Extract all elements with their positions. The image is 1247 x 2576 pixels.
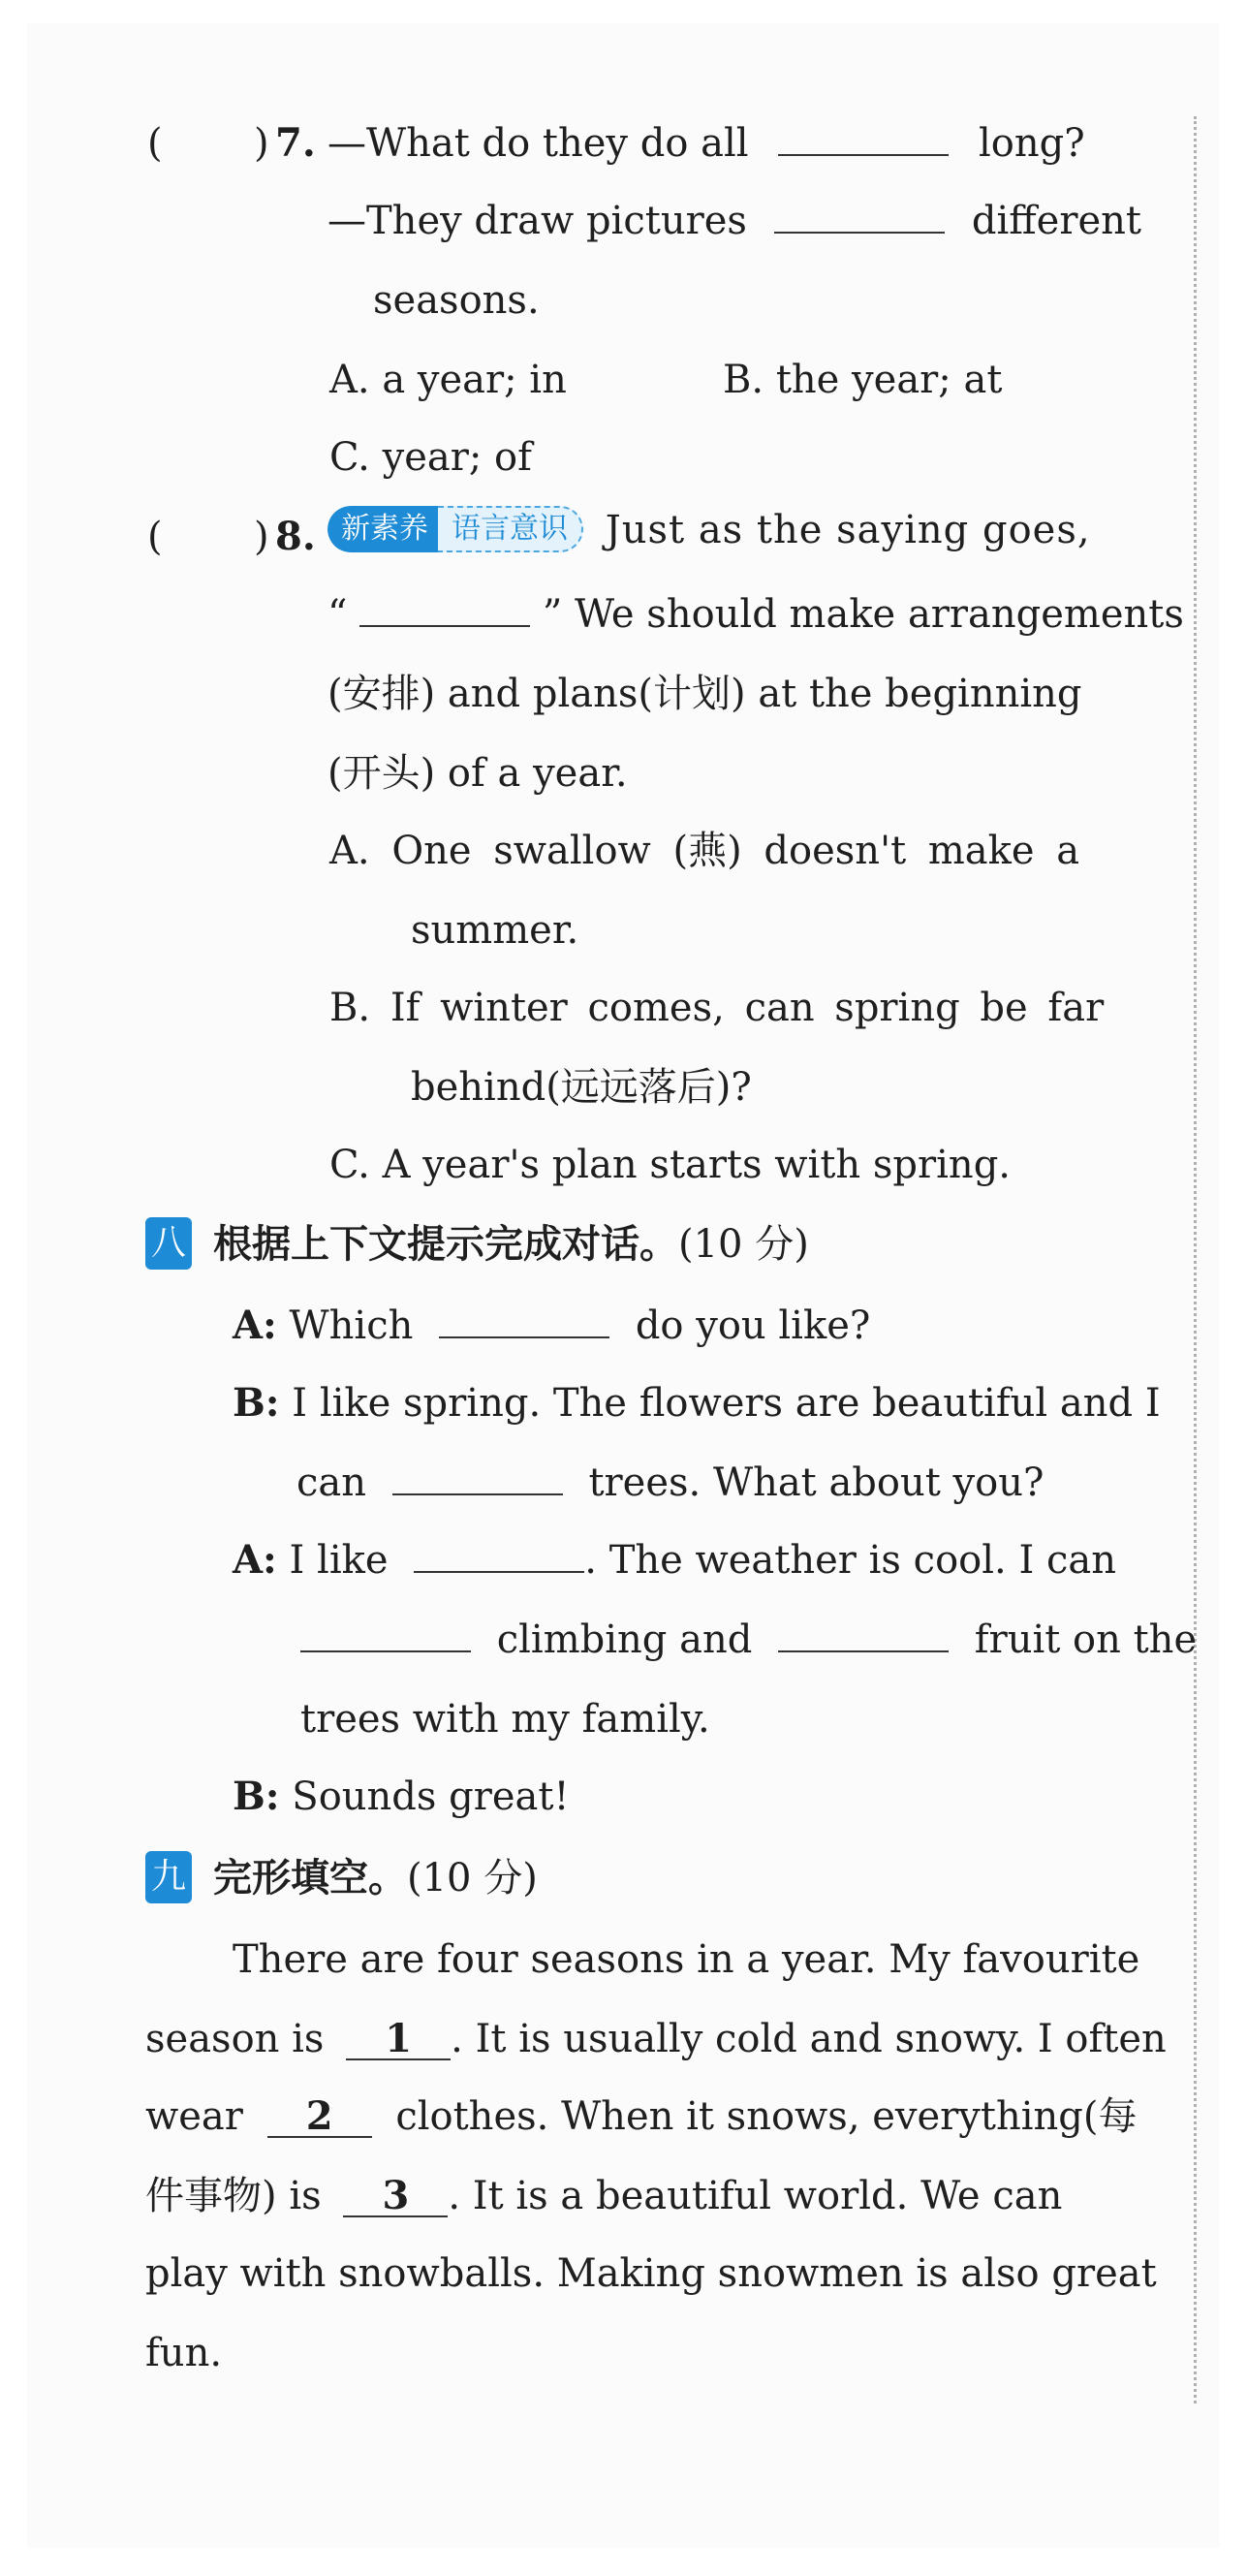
q8-answer-paren-open: (	[147, 515, 163, 559]
dialog-line-b1-cont	[296, 1461, 1044, 1505]
dialog-b1-line1: I like spring. The flowers are beautiful and I	[292, 1381, 1161, 1426]
dialog-blank-3[interactable]	[414, 1570, 584, 1573]
dialog-b1-line2-pre: can	[296, 1461, 367, 1505]
q7-line3: seasons.	[373, 278, 540, 323]
q8-line4: (开头) of a year.	[327, 751, 628, 796]
q8-answer-paren-close: )	[254, 515, 269, 559]
q8-option-b[interactable]: B. If winter comes, can spring be far	[329, 986, 1105, 1030]
dialog-a1-pre: Which	[289, 1304, 414, 1348]
worksheet-page	[27, 23, 1219, 2548]
section-9-title	[213, 1856, 538, 1901]
cloze-line-4-post: . It is a beautiful world. We can	[448, 2174, 1063, 2218]
q7-line2-text-a: —They draw pictures	[327, 199, 747, 243]
q7-line1	[327, 121, 1085, 166]
cloze-line-3-post: clothes. When it snows, everything(每	[395, 2094, 1138, 2139]
cloze-line-2	[145, 2016, 1167, 2061]
q8-line1-text: Just as the saying goes,	[605, 508, 1091, 552]
speaker-b: B:	[233, 1774, 280, 1819]
dialog-blank-2[interactable]	[392, 1492, 563, 1495]
cloze-line-6: fun.	[145, 2331, 223, 2375]
dialog-a1-post: do you like?	[635, 1304, 871, 1348]
dialog-b2-text: Sounds great!	[292, 1775, 570, 1819]
q8-line1	[327, 510, 1091, 556]
q7-answer-paren-open: (	[147, 121, 163, 166]
dialog-b1-line2-post: trees. What about you?	[588, 1461, 1044, 1505]
section-8-score: (10 分)	[678, 1222, 809, 1267]
page-margin-dotted-line	[1194, 116, 1197, 2403]
q7-line2-text-b: different	[971, 199, 1141, 243]
q7-blank-1[interactable]	[778, 153, 949, 156]
q8-line3: (安排) and plans(计划) at the beginning	[327, 672, 1082, 716]
dialog-blank-4[interactable]	[300, 1649, 471, 1652]
dialog-line-b1	[233, 1380, 1161, 1426]
dialog-blank-5[interactable]	[778, 1649, 949, 1652]
section-8-title	[213, 1222, 809, 1267]
cloze-blank-2[interactable]: 2	[267, 2097, 372, 2138]
literacy-tag-main: 新素养	[327, 506, 438, 552]
speaker-a: A:	[233, 1303, 277, 1348]
dialog-a2-line2-mid: climbing and	[496, 1618, 753, 1662]
cloze-line-1: There are four seasons in a year. My favourite	[233, 1937, 1140, 1982]
section-9-title-text: 完形填空。	[213, 1856, 407, 1901]
dialog-a2-post: . The weather is cool. I can	[584, 1538, 1116, 1583]
cloze-line-4	[145, 2173, 1063, 2218]
cloze-line-2-post: . It is usually cold and snowy. I often	[451, 2017, 1167, 2061]
section-8-badge: 八	[145, 1217, 192, 1270]
dialog-blank-1[interactable]	[439, 1335, 609, 1338]
section-8-title-text: 根据上下文提示完成对话。	[213, 1222, 678, 1267]
dialog-line-a2-cont	[300, 1618, 1198, 1662]
q7-option-b[interactable]: B. the year; at	[723, 358, 1003, 402]
dialog-line-a1	[233, 1303, 871, 1348]
q7-option-a[interactable]: A. a year; in	[329, 358, 567, 402]
q8-blank[interactable]	[359, 624, 530, 627]
q8-option-b-cont: behind(远远落后)?	[411, 1065, 752, 1110]
q7-line1-text-b: long?	[979, 121, 1085, 166]
q8-line2	[327, 592, 1184, 637]
dialog-line-a2-cont2: trees with my family.	[300, 1697, 710, 1742]
section-9-score: (10 分)	[407, 1856, 538, 1901]
dialog-a2-line2-post: fruit on the	[974, 1618, 1198, 1662]
q7-answer-paren-close: )	[254, 121, 269, 166]
q8-option-a-cont: summer.	[411, 908, 579, 953]
cloze-line-3	[145, 2093, 1138, 2139]
dialog-a2-pre: I like	[289, 1538, 389, 1583]
q8-option-c[interactable]: C. A year's plan starts with spring.	[329, 1143, 1012, 1187]
section-9-badge: 九	[145, 1851, 192, 1903]
cloze-blank-1[interactable]: 1	[346, 2020, 451, 2060]
cloze-line-4-pre: 件事物) is	[145, 2174, 322, 2218]
q7-blank-2[interactable]	[774, 231, 945, 234]
speaker-a: A:	[233, 1537, 277, 1583]
q8-line2-text: ” We should make arrangements	[542, 592, 1184, 637]
cloze-blank-3[interactable]: 3	[343, 2177, 448, 2217]
cloze-line-2-pre: season is	[145, 2017, 325, 2061]
cloze-line-3-pre: wear	[145, 2094, 243, 2139]
q7-option-c[interactable]: C. year; of	[329, 435, 532, 480]
q8-option-a[interactable]: A. One swallow (燕) doesn't make a	[329, 829, 1080, 873]
literacy-tag-sub: 语言意识	[438, 506, 583, 552]
literacy-tag	[327, 506, 583, 552]
q7-line1-text-a: —What do they do all	[327, 121, 749, 166]
q8-quote-open: “	[327, 592, 348, 637]
dialog-line-b2	[233, 1774, 570, 1819]
q7-line2	[327, 199, 1141, 243]
speaker-b: B:	[233, 1380, 280, 1426]
q7-number: 7.	[275, 120, 316, 166]
cloze-line-5: play with snowballs. Making snowmen is also great	[145, 2251, 1157, 2296]
q8-number: 8.	[275, 514, 316, 559]
dialog-line-a2	[233, 1537, 1116, 1583]
